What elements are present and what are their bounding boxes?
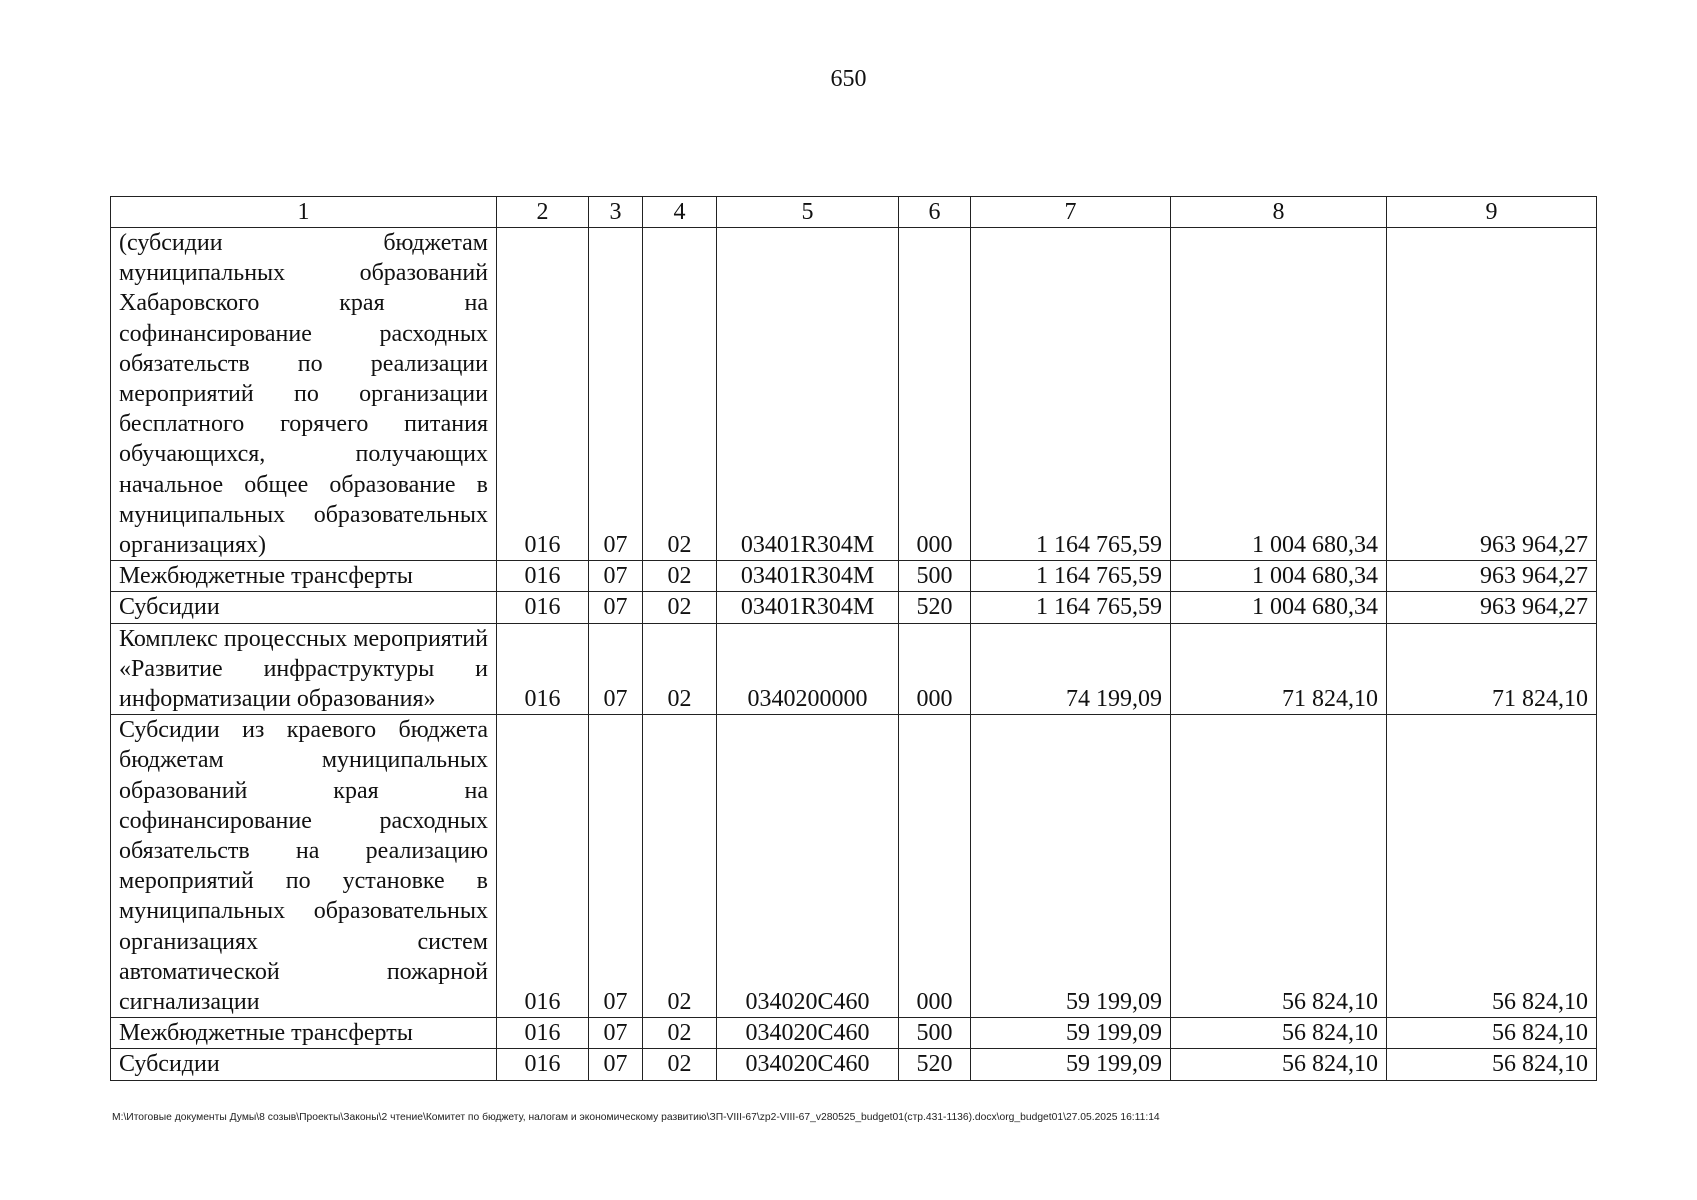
row-description: Субсидии из краевого бюджета бюджетам муниципальных образований края на софинансирование расходных обязательств на реализацию мероприятий по установке в муниципальных образовательных организациях систем автоматической пожарной сигнализации (111, 715, 497, 1018)
subsection-code: 02 (643, 1049, 717, 1080)
column-header-3: 3 (589, 197, 643, 228)
expense-type-code: 000 (899, 228, 971, 561)
column-header-9: 9 (1387, 197, 1597, 228)
amount-col-8: 71 824,10 (1171, 623, 1387, 715)
subsection-code: 02 (643, 623, 717, 715)
section-code: 07 (589, 228, 643, 561)
amount-col-9: 56 824,10 (1387, 1049, 1597, 1080)
amount-col-7: 59 199,09 (971, 715, 1171, 1018)
row-description: (субсидии бюджетам муниципальных образований Хабаровского края на софинансирование расходных обязательств по реализации мероприятий по организации бесплатного горячего питания обучающихся, получающих начальное общее образование в муниципальных образовательных организациях) (111, 228, 497, 561)
ministry-code: 016 (497, 228, 589, 561)
section-code: 07 (589, 623, 643, 715)
amount-col-8: 1 004 680,34 (1171, 592, 1387, 623)
column-header-8: 8 (1171, 197, 1387, 228)
expense-type-code: 000 (899, 623, 971, 715)
amount-col-8: 1 004 680,34 (1171, 228, 1387, 561)
document-file-path: М:\Итоговые документы Думы\8 созыв\Проекты\Законы\2 чтение\Комитет по бюджету, налогам и экономическому развитию\ЗП-VIII-67\zp2-VIII-67_v280525_budget01(стр.431-1136).docx\org_budget01\27.05.2025 16:11:14 (112, 1112, 1160, 1123)
ministry-code: 016 (497, 1049, 589, 1080)
row-description: Межбюджетные трансферты (111, 561, 497, 592)
ministry-code: 016 (497, 623, 589, 715)
subsection-code: 02 (643, 1018, 717, 1049)
table-row (111, 623, 1597, 715)
section-code: 07 (589, 1018, 643, 1049)
target-article-code: 03401R304M (717, 592, 899, 623)
table-row (111, 1018, 1597, 1049)
amount-col-8: 56 824,10 (1171, 1018, 1387, 1049)
amount-col-7: 1 164 765,59 (971, 561, 1171, 592)
ministry-code: 016 (497, 561, 589, 592)
amount-col-9: 56 824,10 (1387, 1018, 1597, 1049)
column-header-7: 7 (971, 197, 1171, 228)
column-header-1: 1 (111, 197, 497, 228)
amount-col-7: 59 199,09 (971, 1018, 1171, 1049)
ministry-code: 016 (497, 592, 589, 623)
amount-col-9: 56 824,10 (1387, 715, 1597, 1018)
amount-col-9: 963 964,27 (1387, 228, 1597, 561)
target-article-code: 034020С460 (717, 1049, 899, 1080)
amount-col-8: 56 824,10 (1171, 1049, 1387, 1080)
amount-col-8: 56 824,10 (1171, 715, 1387, 1018)
row-description: Комплекс процессных мероприятий «Развитие инфраструктуры и информатизации образования» (111, 623, 497, 715)
section-code: 07 (589, 715, 643, 1018)
table-row (111, 1049, 1597, 1080)
row-description: Субсидии (111, 592, 497, 623)
table-row (111, 592, 1597, 623)
column-header-5: 5 (717, 197, 899, 228)
expense-type-code: 520 (899, 592, 971, 623)
section-code: 07 (589, 592, 643, 623)
table-row (111, 561, 1597, 592)
column-header-4: 4 (643, 197, 717, 228)
section-code: 07 (589, 561, 643, 592)
amount-col-8: 1 004 680,34 (1171, 561, 1387, 592)
row-description: Субсидии (111, 1049, 497, 1080)
ministry-code: 016 (497, 715, 589, 1018)
expense-type-code: 500 (899, 1018, 971, 1049)
target-article-code: 034020С460 (717, 1018, 899, 1049)
expense-type-code: 500 (899, 561, 971, 592)
subsection-code: 02 (643, 561, 717, 592)
target-article-code: 03401R304M (717, 228, 899, 561)
expense-type-code: 520 (899, 1049, 971, 1080)
amount-col-7: 74 199,09 (971, 623, 1171, 715)
table-row (111, 228, 1597, 561)
row-description: Межбюджетные трансферты (111, 1018, 497, 1049)
target-article-code: 0340200000 (717, 623, 899, 715)
column-header-6: 6 (899, 197, 971, 228)
subsection-code: 02 (643, 228, 717, 561)
amount-col-7: 1 164 765,59 (971, 592, 1171, 623)
ministry-code: 016 (497, 1018, 589, 1049)
amount-col-9: 963 964,27 (1387, 561, 1597, 592)
amount-col-9: 71 824,10 (1387, 623, 1597, 715)
subsection-code: 02 (643, 592, 717, 623)
target-article-code: 034020С460 (717, 715, 899, 1018)
table-header-row (111, 197, 1597, 228)
target-article-code: 03401R304M (717, 561, 899, 592)
amount-col-9: 963 964,27 (1387, 592, 1597, 623)
table-row (111, 715, 1597, 1018)
budget-table (110, 196, 1597, 1081)
amount-col-7: 59 199,09 (971, 1049, 1171, 1080)
page-number: 650 (830, 66, 867, 92)
subsection-code: 02 (643, 715, 717, 1018)
amount-col-7: 1 164 765,59 (971, 228, 1171, 561)
expense-type-code: 000 (899, 715, 971, 1018)
section-code: 07 (589, 1049, 643, 1080)
column-header-2: 2 (497, 197, 589, 228)
